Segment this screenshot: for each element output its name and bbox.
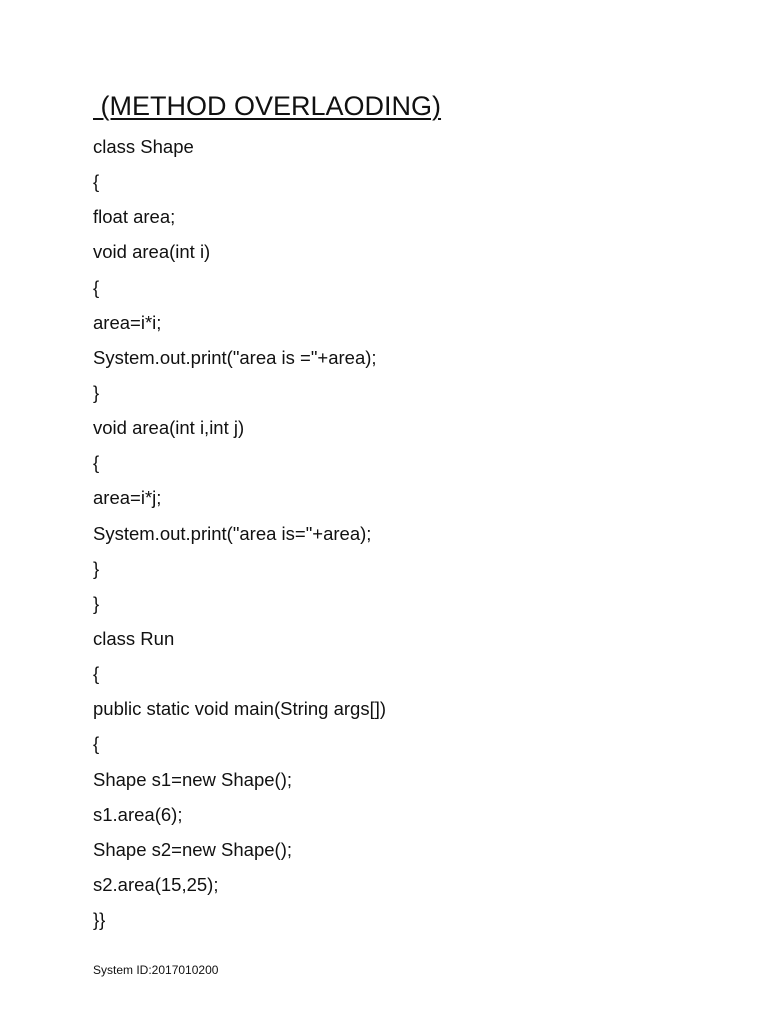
code-line: s1.area(6); [93, 803, 183, 825]
code-line: System.out.print("area is ="+area); [93, 346, 377, 368]
code-line: { [93, 452, 100, 474]
code-line: Shape s1=new Shape(); [93, 768, 293, 790]
code-line: class Run [93, 627, 175, 649]
code-line: } [93, 381, 100, 403]
code-line: void area(int i) [93, 241, 211, 263]
code-line: s2.area(15,25); [93, 873, 219, 895]
code-line: area=i*j; [93, 487, 162, 509]
code-line: void area(int i,int j) [93, 417, 245, 439]
code-line: float area; [93, 206, 176, 228]
code-line: }} [93, 909, 106, 931]
code-line: class Shape [93, 136, 194, 157]
page-title: (METHOD OVERLAODING) [93, 91, 442, 121]
code-listing [93, 133, 386, 941]
code-line: } [93, 592, 100, 614]
code-line: { [93, 276, 100, 298]
code-line: area=i*i; [93, 311, 162, 333]
code-line: } [93, 557, 100, 579]
code-line: System.out.print("area is="+area); [93, 522, 372, 544]
code-line: Shape s2=new Shape(); [93, 838, 293, 860]
page-footer: System ID:2017010200 [93, 963, 219, 977]
code-line: { [93, 663, 100, 685]
code-line: { [93, 171, 100, 193]
code-line: { [93, 733, 100, 755]
code-line: public static void main(String args[]) [93, 698, 387, 720]
